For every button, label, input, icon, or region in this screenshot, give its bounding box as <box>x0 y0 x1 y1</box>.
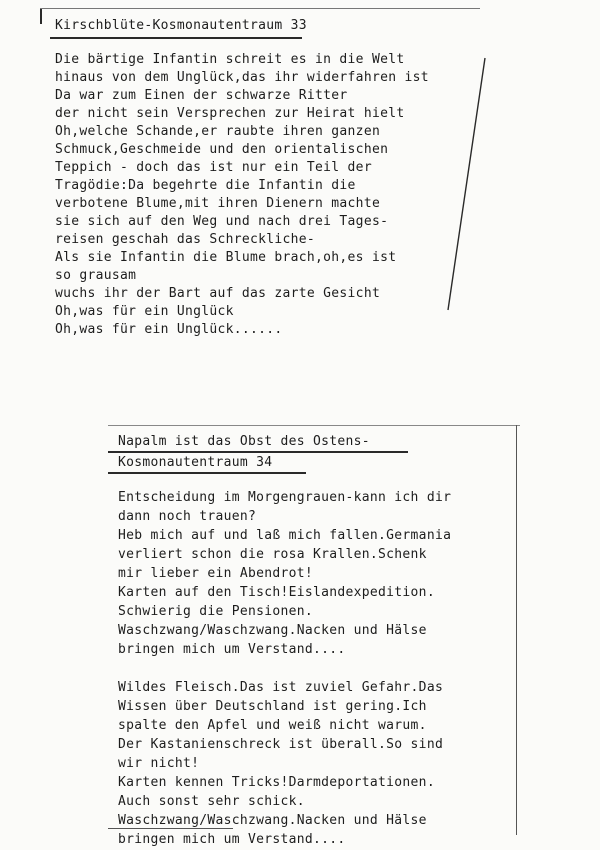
poem-line: Karten kennen Tricks!Darmdeportationen. <box>118 775 435 790</box>
poem1-corner-mark <box>40 8 42 24</box>
poem-line: Auch sonst sehr schick. <box>118 794 305 809</box>
poem-line: Karten auf den Tisch!Eislandexpedition. <box>118 585 435 600</box>
poem-line: Tragödie:Da begehrte die Infantin die <box>55 178 356 193</box>
poem-line: Schwierig die Pensionen. <box>118 604 314 619</box>
poem2-title-line1: Napalm ist das Obst des Ostens- <box>118 434 370 449</box>
poem-line: wir nicht! <box>118 756 200 771</box>
stanza-gap <box>118 659 451 678</box>
poem-line: spalte den Apfel und weiß nicht warum. <box>118 718 427 733</box>
poem-line: dann noch trauen? <box>118 509 257 524</box>
poem-line: Wissen über Deutschland ist gering.Ich <box>118 699 427 714</box>
poem2-title-line2: Kosmonautentraum 34 <box>118 455 273 470</box>
poem-line: Die bärtige Infantin schreit es in die Welt <box>55 52 405 67</box>
poem2-title-underline1 <box>108 451 408 453</box>
poem-line: der nicht sein Versprechen zur Heirat hielt <box>55 106 405 121</box>
poem-line: verbotene Blume,mit ihren Dienern machte <box>55 196 381 211</box>
poem-line: Oh,was für ein Unglück...... <box>55 322 283 337</box>
poem1-title-underline <box>50 37 302 39</box>
poem-line: Heb mich auf und laß mich fallen.Germania <box>118 528 452 543</box>
poem-line: Waschzwang/Waschzwang.Nacken und Hälse <box>118 623 427 638</box>
poem-line: Schmuck,Geschmeide und den orientalischen <box>55 142 389 157</box>
poem-line: Wildes Fleisch.Das ist zuviel Gefahr.Das <box>118 680 444 695</box>
poem-line: so grausam <box>55 268 137 283</box>
poem-line: Der Kastanienschreck ist überall.So sind <box>118 737 444 752</box>
poem-line: reisen geschah das Schreckliche- <box>55 232 316 247</box>
poem2-text <box>118 488 451 849</box>
poem-line: verliert schon die rosa Krallen.Schenk <box>118 547 427 562</box>
poem-line: Waschzwang/Waschzwang.Nacken und Hälse <box>118 813 427 828</box>
poem-line: bringen mich um Verstand.... <box>118 832 346 847</box>
poem1-text <box>55 51 429 339</box>
poem1-top-rule <box>40 8 480 9</box>
poem-line: bringen mich um Verstand.... <box>118 642 346 657</box>
poem2-bottom-rule <box>108 828 233 829</box>
poem-line: Da war zum Einen der schwarze Ritter <box>55 88 348 103</box>
poem1-title: Kirschblüte-Kosmonautentraum 33 <box>55 18 307 33</box>
poem-line: sie sich auf den Weg und nach drei Tages- <box>55 214 389 229</box>
poem2-title-underline2 <box>108 472 306 474</box>
poem-line: Als sie Infantin die Blume brach,oh,es ist <box>55 250 397 265</box>
poem-line: Oh,was für ein Unglück <box>55 304 234 319</box>
poem-line: Oh,welche Schande,er raubte ihren ganzen <box>55 124 381 139</box>
poem-line: mir lieber ein Abendrot! <box>118 566 314 581</box>
poem1-margin-slash <box>440 55 490 315</box>
poem-line: Entscheidung im Morgengrauen-kann ich dir <box>118 490 452 505</box>
poem-line: hinaus von dem Unglück,das ihr widerfahren ist <box>55 70 429 85</box>
poem2-top-rule <box>108 425 520 426</box>
poem2-right-rule <box>516 425 517 835</box>
poem-line: wuchs ihr der Bart auf das zarte Gesicht <box>55 286 381 301</box>
poem-line: Teppich - doch das ist nur ein Teil der <box>55 160 372 175</box>
